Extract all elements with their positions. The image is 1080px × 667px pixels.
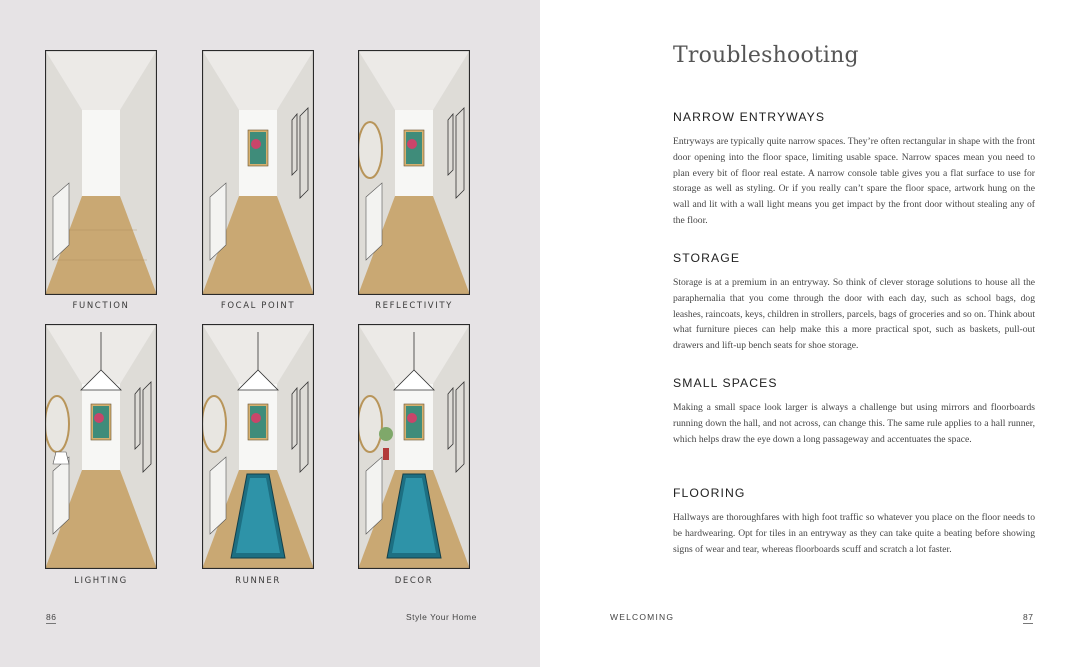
illustration-runner (202, 324, 314, 569)
illustration-focal-point (202, 50, 314, 295)
body-flooring: Hallways are thoroughfares with high foot traffic so whatever you place on the floor needs to be hardwearing. Opt for tiles in an entryway as they can take quite a beating before showing signs of wear and tear, whereas floorboards scuff and scratch a lot faster. (673, 512, 1035, 555)
caption-function: FUNCTION (72, 301, 130, 311)
caption-focal-point: FOCAL POINT (220, 301, 296, 311)
caption-reflectivity: REFLECTIVITY (375, 301, 453, 311)
illustration-reflectivity (358, 50, 470, 295)
caption-runner: RUNNER (235, 576, 281, 586)
body-storage: Storage is at a premium in an entryway. So think of clever storage solutions to house all the paraphernalia that you come through the door with each day, such as school bags, dog leashes, raincoats, keys, children in strollers, parcels, bags of groceries and so on. Think about what furniture pieces can help make this a more practical spot, such as baskets, pull-out drawers and lift-up bench seats for shoe storage. (673, 277, 1035, 352)
illustration-decor (358, 324, 470, 569)
body-narrow-entryways: Entryways are typically quite narrow spaces. They’re often rectangular in shape with the front door opening into the floor space, limiting usable space. Narrow spaces mean you need to plan every bit of floor real estate. A narrow console table gives you a flat surface to use for storage as well as styling. Or if you really can’t spare the floor space, artwork hung on the wall and lit with a wall light means you get impact by the front door without stealing any of the floor. (673, 136, 1035, 226)
caption-lighting: LIGHTING (74, 576, 128, 586)
heading-narrow-entryways: NARROW ENTRYWAYS (673, 110, 826, 124)
right-page (540, 0, 1080, 667)
caption-decor: DECOR (394, 576, 434, 586)
body-small-spaces: Making a small space look larger is always a challenge but using mirrors and floorboards running down the hall, and not across, can change this. The same rule applies to a hall runner, which helps draw the eye down a long passageway and accentuates the space. (673, 402, 1035, 445)
heading-small-spaces: SMALL SPACES (673, 376, 778, 390)
heading-flooring: FLOORING (673, 486, 746, 500)
page-number-right: 87 (1023, 612, 1034, 622)
page-title: Troubleshooting (673, 43, 859, 68)
illustration-function (45, 50, 157, 295)
running-title: Style Your Home (406, 612, 477, 622)
heading-storage: STORAGE (673, 251, 741, 265)
illustration-lighting (45, 324, 157, 569)
running-section: WELCOMING (610, 612, 675, 622)
page-number-left: 86 (46, 612, 57, 622)
